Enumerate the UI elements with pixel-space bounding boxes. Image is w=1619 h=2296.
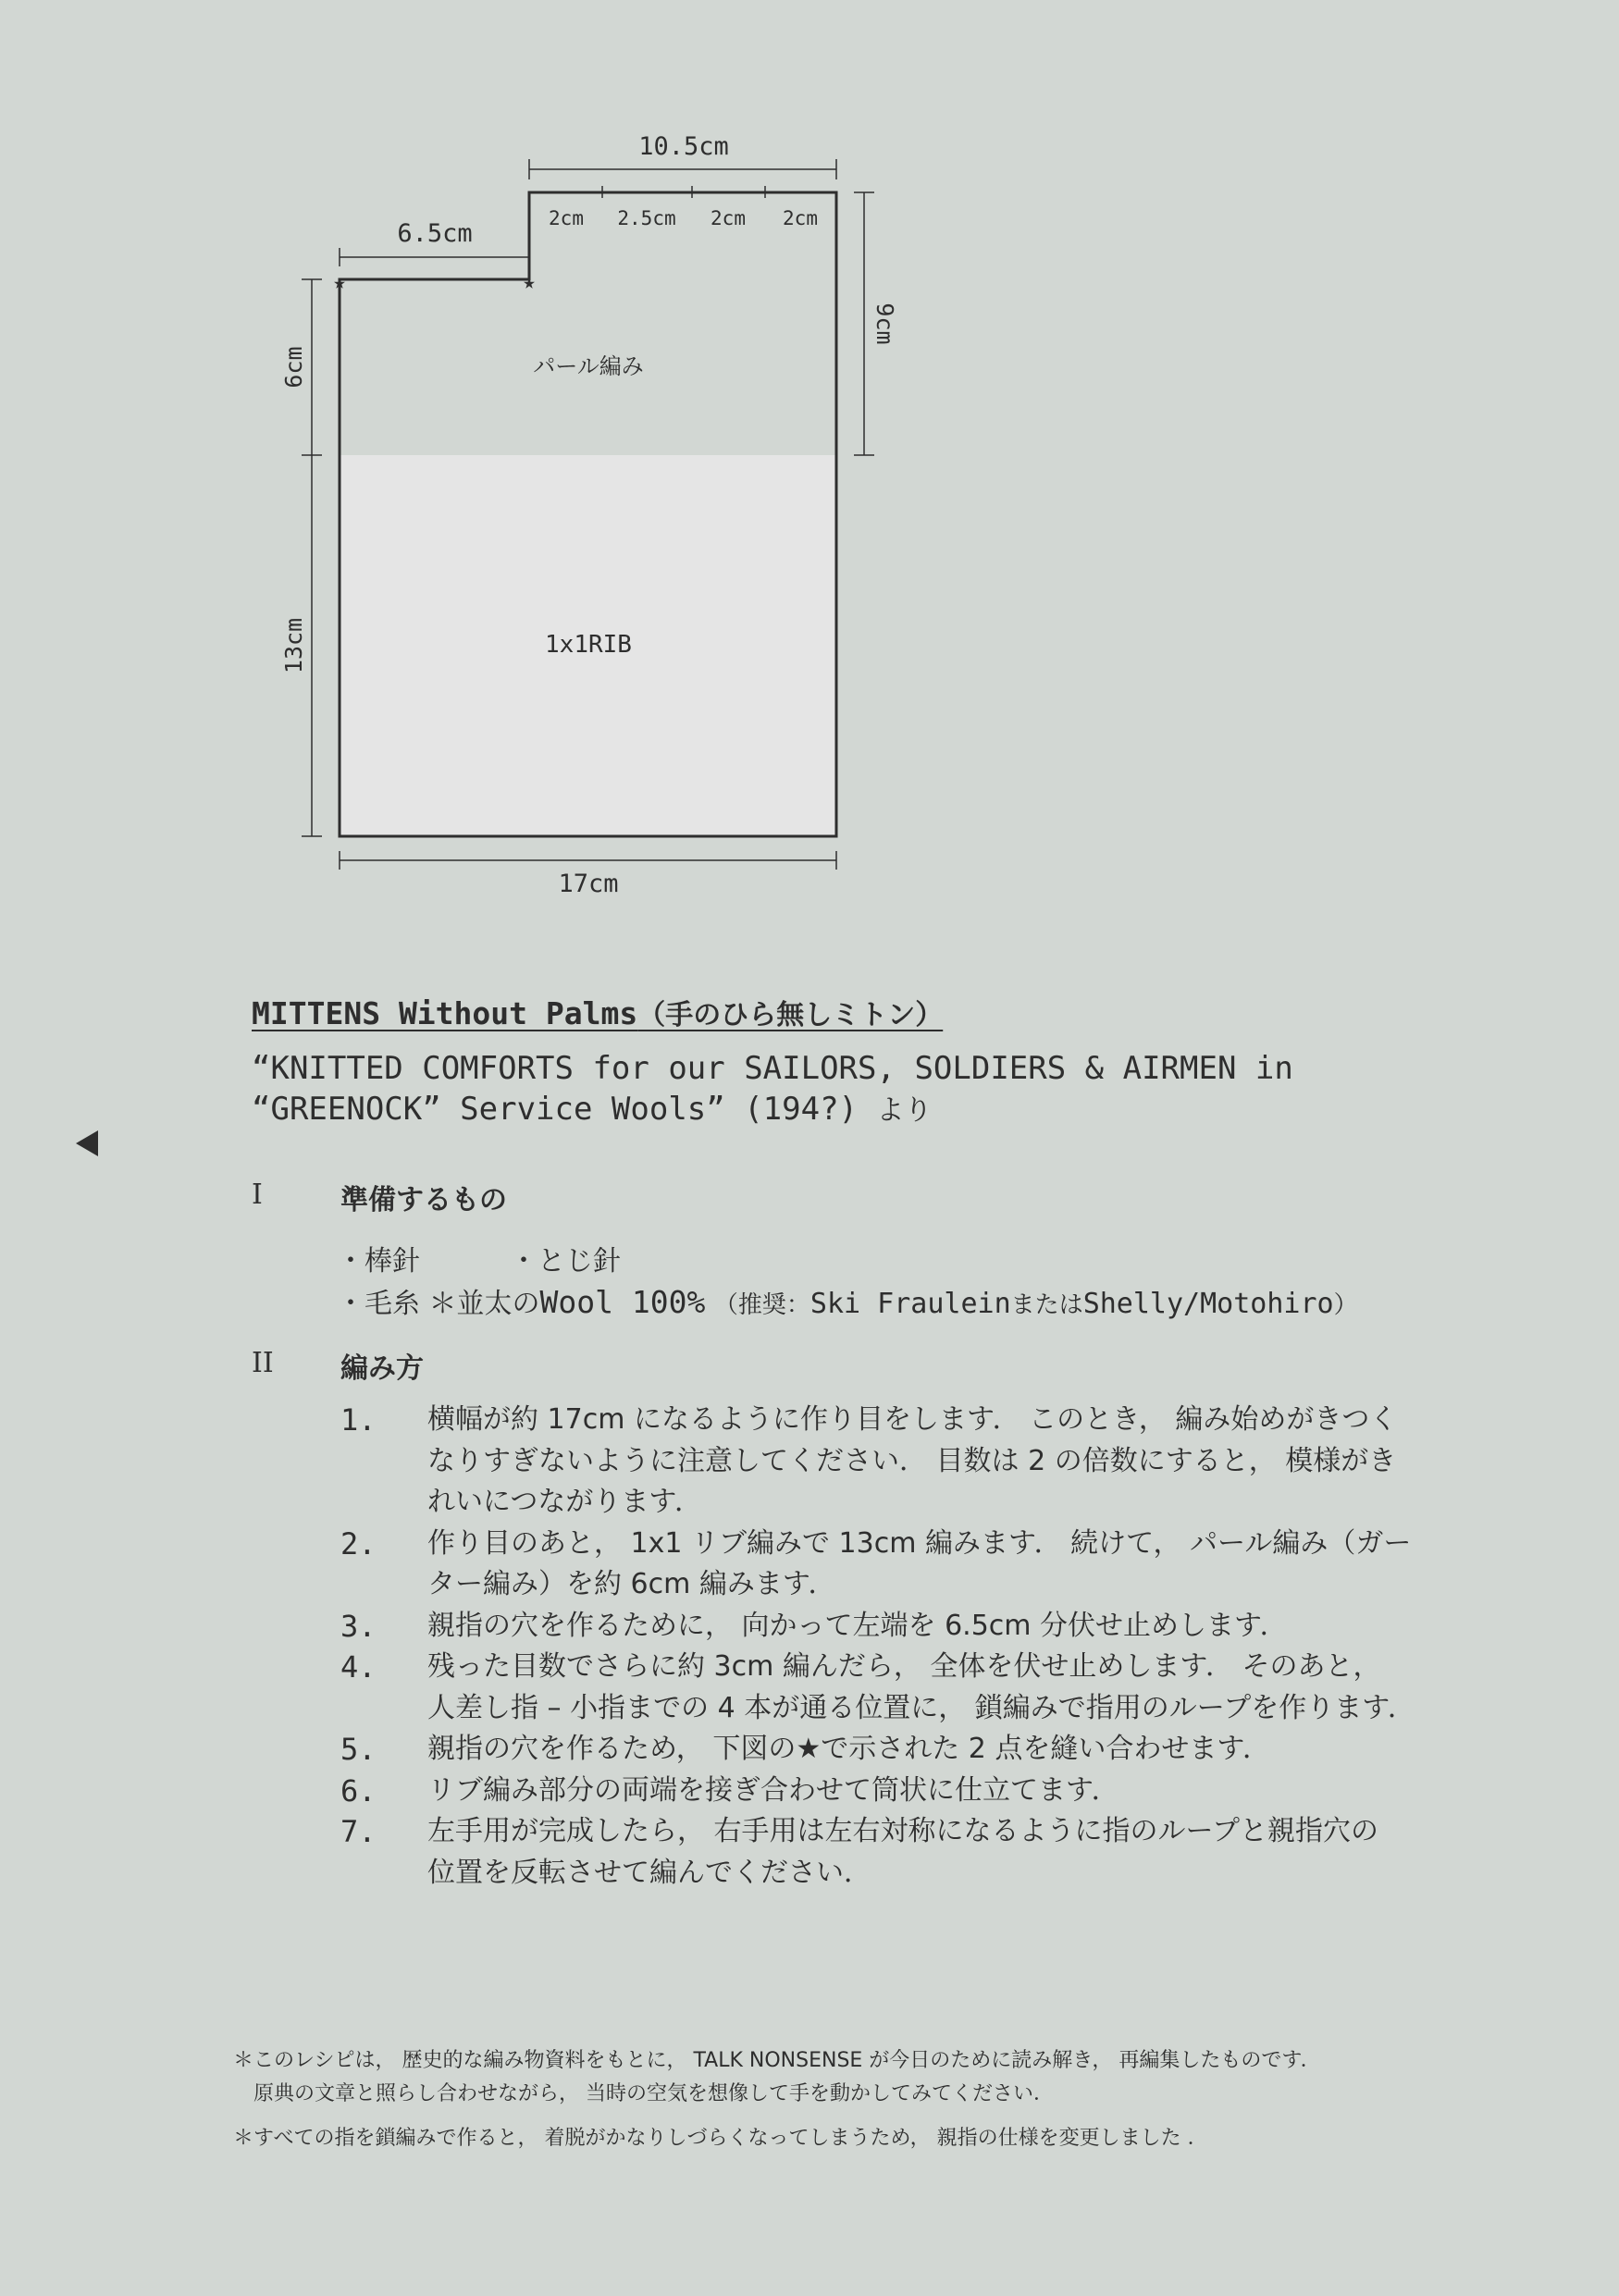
item-tapestry-needle: ・とじ針 bbox=[510, 1245, 621, 1278]
rec-close: ） bbox=[1333, 1291, 1358, 1319]
step-item: 1. 横幅が約 17cm になるように作り目をします． このとき， 編み始めがきつく なりすぎないように注意してください． 目数は 2 の倍数にすると， 模様がき れいにつながります． bbox=[340, 1402, 1398, 1518]
section-1-number: I bbox=[252, 1179, 263, 1211]
thumb-star-right-icon: ★ bbox=[523, 271, 536, 294]
title-main: MITTENS Without Palms bbox=[252, 995, 638, 1031]
section-1-title: 準備するもの bbox=[340, 1184, 507, 1216]
lower-section-label: 1x1RIB bbox=[545, 631, 632, 659]
source-line-1: “KNITTED COMFORTS for our SAILORS, SOLDIERS & AIRMEN in bbox=[252, 1050, 1293, 1087]
instruction-steps bbox=[340, 1400, 1543, 1894]
source-line-2: “GREENOCK” Service Wools” (194?) bbox=[252, 1091, 859, 1128]
brand-1: Ski Fraulein bbox=[810, 1288, 1011, 1320]
step-item: 3. 親指の穴を作るために， 向かって左端を 6.5cm 分伏せ止めします． bbox=[340, 1608, 1288, 1644]
source-suffix: より bbox=[876, 1094, 933, 1127]
dim-bottom-label: 17cm bbox=[558, 870, 619, 898]
dim-left-lower-label: 13cm bbox=[280, 617, 307, 674]
brand-2: Shelly/Motohiro bbox=[1082, 1288, 1334, 1320]
page-title bbox=[252, 992, 943, 1032]
dim-right-label: 9cm bbox=[871, 302, 898, 345]
step-item: 4. 残った目数でさらに約 3cm 編んだら， 全体を伏せ止めします． そのあと， 人差し指 – 小指までの 4 本が通る位置に， 鎖編みで指用のループを作ります． bbox=[340, 1649, 1415, 1724]
step-item: 6. リブ編み部分の両端を接ぎ合わせて筒状に仕立てます． bbox=[340, 1772, 1119, 1808]
segment-label-3: 2cm bbox=[711, 207, 746, 229]
segment-label-1: 2cm bbox=[549, 207, 584, 229]
back-arrow-icon[interactable] bbox=[76, 1130, 98, 1156]
section-2-title: 編み方 bbox=[340, 1352, 424, 1385]
footnote-2: ＊すべての指を鎖編みで作ると， 着脱がかなりしづらくなってしまうため， 親指の仕様を変更しました ． bbox=[233, 2127, 1208, 2150]
dim-top-label: 10.5cm bbox=[638, 132, 729, 161]
dim-left-upper-label: 6cm bbox=[280, 346, 307, 389]
thumb-star-left-icon: ★ bbox=[333, 271, 346, 294]
yarn-spec: Wool 100% bbox=[539, 1284, 706, 1320]
item-yarn bbox=[337, 1280, 1358, 1321]
upper-section-label: パール編み bbox=[533, 353, 644, 379]
step-item: 5. 親指の穴を作るため， 下図の★で示された 2 点を縫い合わせます． bbox=[340, 1732, 1270, 1767]
step-item: 7. 左手用が完成したら， 右手用は左右対称になるように指のループと親指穴の 位置を反転させて編んでください． bbox=[340, 1814, 1379, 1889]
rec-or: または bbox=[1010, 1291, 1083, 1319]
mitten-diagram bbox=[0, 0, 1619, 934]
dim-bottom bbox=[340, 851, 836, 870]
dim-thumb bbox=[340, 248, 529, 266]
step-item: 2. 作り目のあと， 1x1 リブ編みで 13cm 編みます． 続けて， パール編み（ガー ター編み）を約 6cm 編みます． bbox=[340, 1525, 1412, 1600]
dim-right bbox=[854, 192, 874, 455]
source-citation bbox=[252, 1048, 1293, 1131]
rec-open: （推奨： bbox=[713, 1291, 810, 1319]
segment-label-4: 2cm bbox=[783, 207, 818, 229]
title-jp: （手のひら無しミトン） bbox=[637, 999, 944, 1031]
item-needle: ・棒針 bbox=[337, 1245, 420, 1278]
yarn-label: ・毛糸 ＊並太の bbox=[337, 1288, 540, 1320]
footnote-1: ＊このレシピは， 歴史的な編み物資料をもとに， TALK NONSENSE が今日のために読み解き， 再編集したものです． 原典の文章と照らし合わせながら， 当時の空気を想像して手を動かしてみてください． bbox=[233, 2049, 1321, 2105]
section-2-number: II bbox=[252, 1347, 274, 1379]
dim-thumb-label: 6.5cm bbox=[397, 219, 473, 248]
segment-label-2: 2.5cm bbox=[617, 207, 676, 229]
